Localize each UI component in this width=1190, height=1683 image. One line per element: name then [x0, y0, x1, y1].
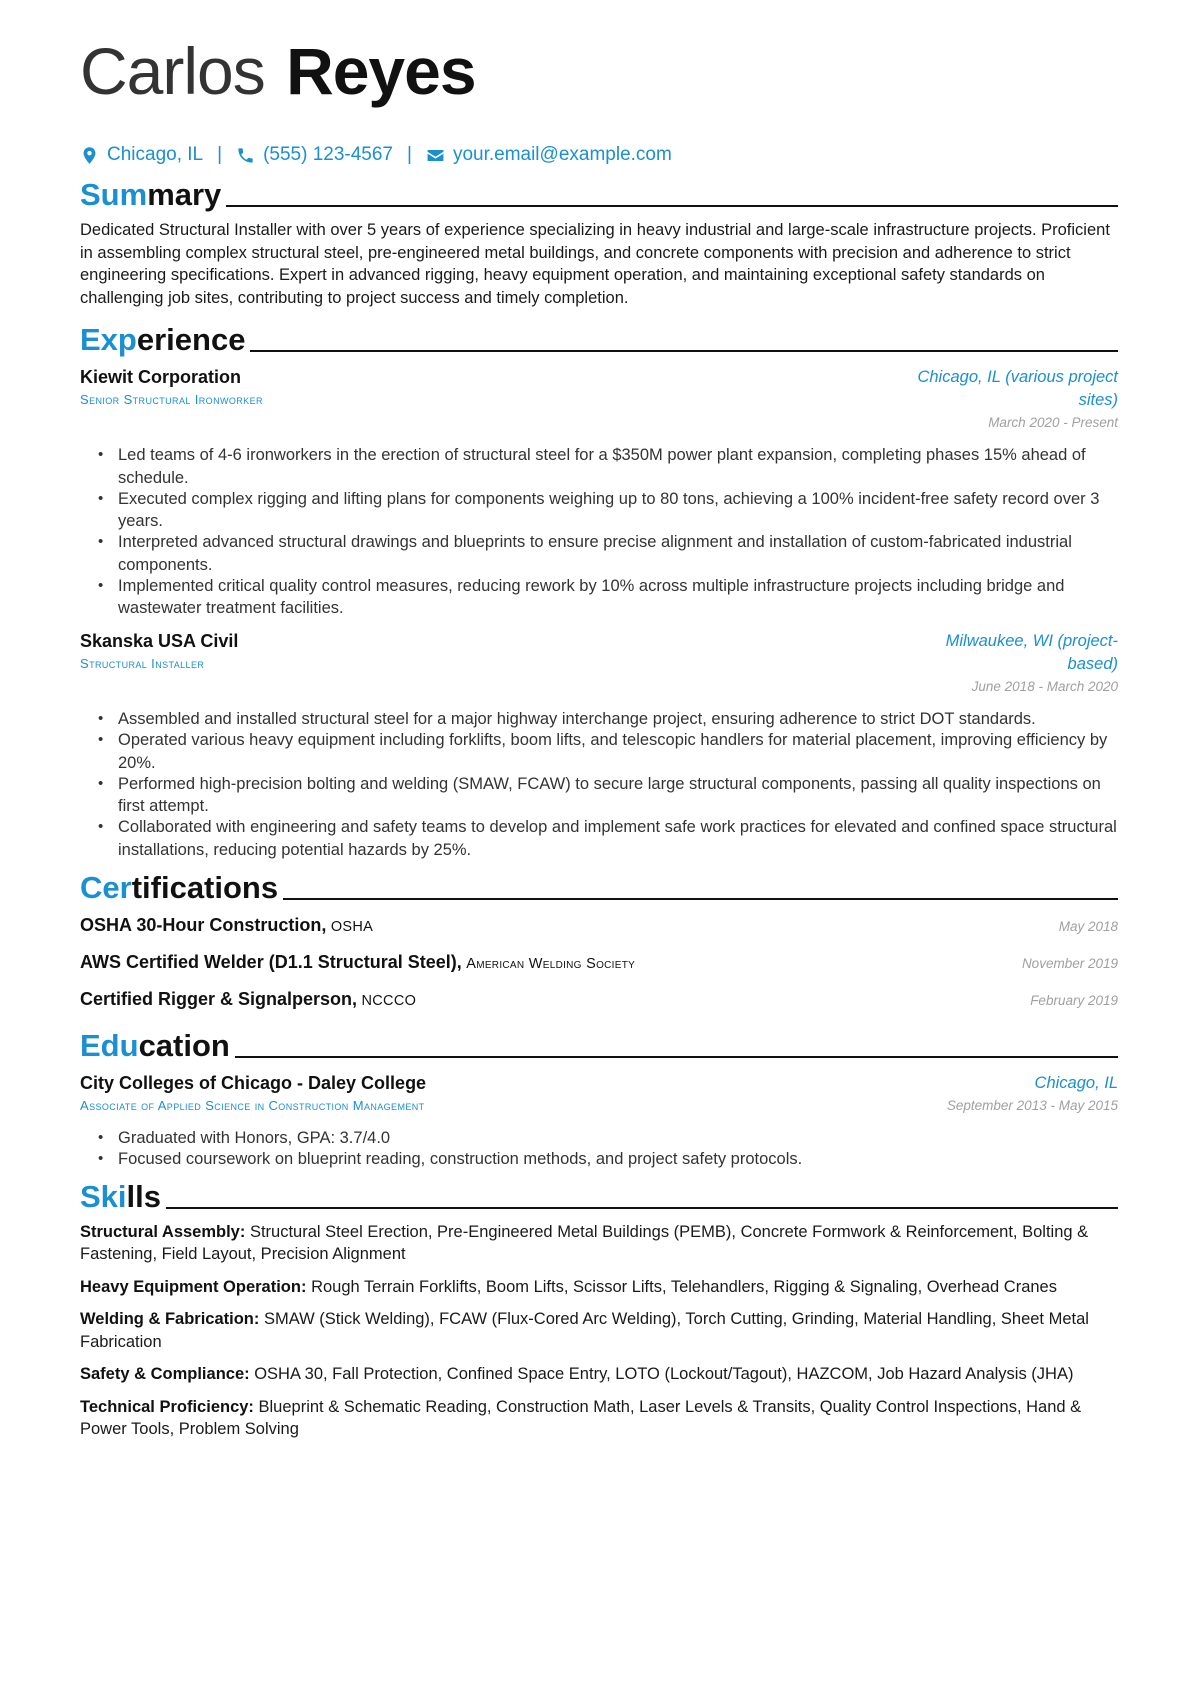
skill-label: Technical Proficiency: [80, 1397, 254, 1416]
section-education-heading [80, 1024, 1118, 1061]
cert-date: November 2019 [1021, 955, 1118, 971]
heading-rule [235, 1056, 1118, 1058]
cert-issuer: NCCCO [361, 992, 417, 1009]
cert-title: AWS Certified Welder (D1.1 Structural Steel) [80, 951, 457, 972]
skills-list [80, 1221, 1118, 1441]
education-bullets [80, 1127, 1118, 1171]
list-item: • Led teams of 4-6 ironworkers in the erection of structural steel for a $350M power plant expansion, completing phases 15% ahead of schedule. [118, 444, 1118, 489]
list-item: • Performed high-precision bolting and welding (SMAW, FCAW) to secure large structural components, passing all quality inspections on first attempt. [118, 773, 1118, 818]
skill-row [80, 1308, 1118, 1353]
experience-bullets [80, 444, 1118, 620]
skill-label: Welding & Fabrication: [80, 1310, 260, 1328]
location-text: Chicago, IL [107, 144, 204, 165]
skill-text: Structural Steel Erection, Pre-Engineered Metal Buildings (PEMB), Concrete Formwork & Reinforcement, Bolting & Fastening, Field Layout, Precision Alignment [80, 1222, 1089, 1263]
contact-bar [80, 142, 1118, 168]
contact-separator: | [407, 144, 412, 165]
heading-accent: Cer [80, 869, 132, 905]
list-item: • Assembled and installed structural steel for a major highway interchange project, ensuring adherence to strict DOT standards. [118, 708, 1118, 731]
contact-email[interactable] [426, 144, 672, 166]
map-pin-icon [80, 146, 99, 165]
job-dates: March 2020 - Present [988, 415, 1118, 430]
cert-title: OSHA 30-Hour Construction [80, 914, 322, 935]
skill-text: Rough Terrain Forklifts, Boom Lifts, Scissor Lifts, Telehandlers, Rigging & Signaling, Overhead Cranes [311, 1277, 1057, 1296]
cert-date: May 2018 [1058, 918, 1118, 934]
list-item: • Operated various heavy equipment including forklifts, boom lifts, and telescopic handlers for material placement, improving efficiency by 20%. [118, 729, 1118, 774]
skill-row [80, 1221, 1118, 1266]
list-item: • Implemented critical quality control measures, reducing rework by 10% across multiple infrastructure projects including bridge and wastewater treatment facilities. [118, 575, 1118, 620]
cert-issuer: OSHA [330, 918, 374, 935]
cert-date: February 2019 [1030, 992, 1118, 1008]
experience-entry [80, 366, 1118, 434]
school-name: City Colleges of Chicago - Daley College [80, 1072, 427, 1093]
job-title: Senior Structural Ironworker [80, 392, 263, 407]
heading-accent: Sum [80, 177, 148, 212]
degree-name: Associate of Applied Science in Construction Management [80, 1097, 425, 1113]
skill-label: Structural Assembly: [80, 1222, 246, 1241]
employer-name: Kiewit Corporation [80, 367, 241, 387]
heading-rest: tifications [131, 869, 279, 905]
email-link: your.email@example.com [452, 144, 672, 165]
heading-rule [226, 205, 1118, 207]
contact-location [80, 144, 203, 166]
job-location: Chicago, IL (various project sites) [917, 368, 1118, 409]
cert-title: Certified Rigger & Signalperson [80, 988, 353, 1009]
education-entry [80, 1072, 1118, 1117]
list-item: • Executed complex rigging and lifting plans for components weighing up to 80 tons, achieving a 100% incident-free safety record over 3 years. [118, 488, 1118, 533]
heading-rest: lls [126, 1178, 161, 1214]
school-location: Chicago, IL [1034, 1073, 1118, 1092]
skill-row [80, 1396, 1118, 1441]
skill-row [80, 1363, 1118, 1386]
envelope-icon [426, 146, 445, 165]
skill-row [80, 1276, 1118, 1299]
heading-accent: Exp [80, 322, 137, 357]
heading-rest: cation [138, 1027, 230, 1063]
job-title: Structural Installer [80, 656, 205, 671]
section-skills-heading [80, 1175, 1118, 1212]
heading-rule [283, 898, 1118, 900]
candidate-name [80, 34, 1118, 118]
first-name: Carlos [80, 34, 265, 108]
contact-phone[interactable] [236, 144, 393, 166]
heading-rest: erience [136, 322, 246, 357]
heading-rest: mary [147, 177, 222, 212]
skill-text: Blueprint & Schematic Reading, Construction Math, Laser Levels & Transits, Quality Control Inspections, Hand & Power Tools, Problem Solving [80, 1397, 1082, 1438]
skill-label: Heavy Equipment Operation: [80, 1277, 307, 1296]
school-dates: September 2013 - May 2015 [946, 1097, 1118, 1113]
certification-row: Certified Rigger & Signalperson, NCCCO February 2019 [80, 987, 1118, 1024]
list-item: • Focused coursework on blueprint reading, construction methods, and project safety protocols. [118, 1148, 1118, 1171]
list-item: • Graduated with Honors, GPA: 3.7/4.0 [118, 1127, 1118, 1150]
job-dates: June 2018 - March 2020 [971, 679, 1118, 694]
experience-entry [80, 630, 1118, 698]
skill-text: SMAW (Stick Welding), FCAW (Flux-Cored Arc Welding), Torch Cutting, Grinding, Material Handling, Sheet Metal Fabrication [80, 1310, 1089, 1351]
list-item: • Collaborated with engineering and safety teams to develop and implement safe work practices for elevated and confined space structural installations, reducing potential hazards by 25%. [118, 816, 1118, 861]
list-item: • Interpreted advanced structural drawings and blueprints to ensure precise alignment and installation of custom-fabricated industrial components. [118, 531, 1118, 576]
contact-separator: | [217, 144, 223, 165]
job-location: Milwaukee, WI (project-based) [945, 632, 1118, 673]
phone-icon [236, 146, 255, 165]
certification-row: AWS Certified Welder (D1.1 Structural Steel), American Welding Society November 2019 [80, 950, 1118, 987]
employer-name: Skanska USA Civil [80, 631, 239, 651]
certifications-list [80, 913, 1118, 1024]
certification-row: OSHA 30-Hour Construction, OSHA May 2018 [80, 913, 1118, 950]
skill-label: Safety & Compliance: [80, 1365, 250, 1383]
summary-text: Dedicated Structural Installer with over 5 years of experience specializing in heavy industrial and large-scale infrastructure projects. Proficient in assembling complex structural steel, pre-engineered metal buildings, and concrete components with precision and adherence to strict engineering specifications. Expert in advanced rigging, heavy equipment operation, and maintaining exceptional safety standards on challenging job sites, contributing to project success and timely completion. [80, 221, 1110, 307]
skill-text: OSHA 30, Fall Protection, Confined Space Entry, LOTO (Lockout/Tagout), HAZCOM, Job Hazard Analysis (JHA) [254, 1365, 1074, 1383]
heading-rule [166, 1207, 1118, 1209]
experience-bullets [80, 708, 1118, 861]
phone-text: (555) 123-4567 [263, 144, 393, 165]
section-summary-heading [80, 173, 1118, 210]
last-name: Reyes [286, 34, 476, 108]
heading-accent: Ski [80, 1178, 127, 1214]
heading-accent: Edu [80, 1027, 139, 1063]
heading-rule [250, 350, 1118, 352]
section-certifications-heading [80, 866, 1118, 903]
cert-issuer: American Welding Society [466, 955, 636, 972]
section-experience-heading [80, 318, 1118, 355]
